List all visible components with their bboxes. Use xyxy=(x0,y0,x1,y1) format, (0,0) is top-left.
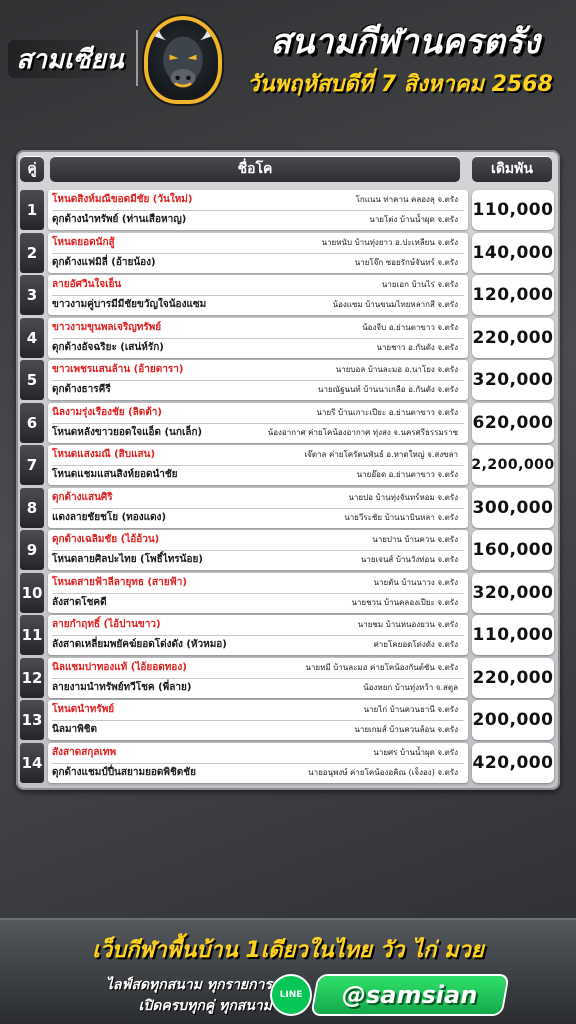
table-row xyxy=(20,318,556,358)
blue-corner-name: ลายงามนำทรัพย์ทวีโชค (พี่ลาย) xyxy=(52,681,192,693)
table-row xyxy=(20,190,556,230)
blue-corner-name: นิลมาพิชิต xyxy=(52,724,98,735)
match-number: 5 xyxy=(20,360,44,400)
red-corner-name: โหนดแสงมณี (สิบแสน) xyxy=(52,449,156,460)
match-number: 7 xyxy=(20,445,44,485)
table-row xyxy=(20,530,556,570)
table-row xyxy=(20,403,556,443)
match-number: 12 xyxy=(20,658,44,698)
live-text-2: เปิดครบทุกคู่ ทุกสนาม xyxy=(138,998,272,1014)
blue-corner-owner: นายเจนส์ บ้านวังท่อน จ.ตรัง xyxy=(360,555,458,564)
blue-corner-owner: ค่ายโคยอดโด่งดัง จ.ตรัง xyxy=(373,640,458,649)
bet-amount: 2,200,000 xyxy=(472,445,554,485)
red-corner-name: ดุกด้างแสนศิริ xyxy=(52,491,113,503)
match-pair xyxy=(48,190,468,230)
blue-corner-name: ดุกด้างแฟมิลี่ (อ้ายน้อง) xyxy=(52,256,156,268)
match-pair xyxy=(48,615,468,655)
match-pair xyxy=(48,743,468,783)
bet-amount: 160,000 xyxy=(472,530,554,570)
blue-corner-owner: นายชาว อ.กันตัง จ.ตรัง xyxy=(376,342,458,352)
column-header-name: ชื่อโค xyxy=(50,156,460,182)
event-date: วันพฤหัสบดีที่ 7 สิงหาคม 2568 xyxy=(247,72,553,97)
stadium-title: สนามกีฬานครตรัง xyxy=(270,22,540,62)
bull-logo-icon xyxy=(144,16,222,104)
red-corner-owner: นายรี บ้านเกาะเปียะ อ.ย่านตาขาว จ.ตรัง xyxy=(316,407,458,417)
blue-corner-owner: นายโจ๊ก ซอยรักษ์จันทร์ จ.ตรัง xyxy=(354,257,458,267)
match-number: 10 xyxy=(20,573,44,613)
blue-corner-name: ดุกด้างอัจฉริยะ (เสน่ห์รัก) xyxy=(52,341,164,353)
red-corner-owner: นายชม บ้านหนองยวน จ.ตรัง xyxy=(357,620,458,629)
header xyxy=(0,0,576,140)
red-corner-name: นิลแชมปาทองแท้ (ไอ้ยอดทอง) xyxy=(52,661,187,673)
match-number: 4 xyxy=(20,318,44,358)
line-id-button[interactable] xyxy=(313,976,508,1014)
red-corner-owner: นายบอล บ้านละมอ อ.นาโยง จ.ตรัง xyxy=(335,365,458,374)
blue-corner-name: โหนดหลังขาวยอดใจแอ็ด (นกเล็ก) xyxy=(52,426,203,438)
red-corner-name: สังสาดสกุลเทพ xyxy=(52,746,117,758)
blue-corner-name: โหนดลายศิลปะไทย (โพธิ์ไทรน้อย) xyxy=(52,554,203,565)
bet-amount: 120,000 xyxy=(472,275,554,315)
match-number: 13 xyxy=(20,700,44,740)
bet-amount: 320,000 xyxy=(472,360,554,400)
bet-amount: 110,000 xyxy=(472,615,554,655)
match-pair xyxy=(48,573,468,613)
table-row xyxy=(20,573,556,613)
blue-corner-owner: น้องหยก บ้านทุ่งหว้า จ.สตูล xyxy=(363,682,458,692)
bet-amount: 320,000 xyxy=(472,573,554,613)
match-pair xyxy=(48,318,468,358)
blue-corner-owner: นายอ๊อด อ.ย่านตาขาว จ.ตรัง xyxy=(356,470,458,479)
red-corner-owner: นายหนับ บ้านทุ่งยาว อ.ปะเหลียน จ.ตรัง xyxy=(321,237,458,247)
blue-corner-owner: น้องแซม บ้านขนมไทยหลากสี จ.ตรัง xyxy=(332,300,458,309)
bet-amount: 420,000 xyxy=(472,743,554,783)
red-corner-name: ลายอัศวินใจเย็น xyxy=(52,279,122,290)
bet-amount: 620,000 xyxy=(472,403,554,443)
table-row xyxy=(20,743,556,783)
red-corner-name: โหนดสายฟ้าลีลายุทธ (สายฟ้า) xyxy=(52,576,187,588)
footer xyxy=(0,918,576,1024)
match-pair xyxy=(48,658,468,698)
blue-corner-owner: นายอนุพงษ์ ค่ายโคน้องอคิณ (เจ็งอง) จ.ตรัง xyxy=(308,767,458,777)
blue-corner-name: ดุกด้างแชมป์ปื่นสยามยอดพิชิตชัย xyxy=(52,766,196,778)
red-corner-name: โหนดยอดนักสู้ xyxy=(52,236,115,248)
footer-tagline: เว็บกีฬาพื้นบ้าน 1เดียวในไทย วัว ไก่ มวย xyxy=(92,938,484,963)
blue-corner-owner: น้องอากาศ ค่ายโคน้องอากาศ ทุ่งสง จ.นครศรีธรรมราช xyxy=(267,427,458,437)
match-pair xyxy=(48,403,468,443)
blue-corner-name: ดุกด้างธารคีรี xyxy=(52,384,111,395)
live-text-1: ไลฟ์สดทุกสนาม ทุกรายการ xyxy=(105,977,272,993)
match-number: 1 xyxy=(20,190,44,230)
line-id-text: @samsian xyxy=(342,981,478,1009)
red-corner-owner: นายไก่ บ้านควนธานี จ.ตรัง xyxy=(363,705,458,714)
bet-amount: 220,000 xyxy=(472,318,554,358)
table-row xyxy=(20,275,556,315)
red-corner-name: นิลงามรุ่งเรืองชัย (ลิดต้า) xyxy=(52,406,162,418)
line-app-icon[interactable]: LINE xyxy=(272,976,310,1014)
match-pair xyxy=(48,530,468,570)
blue-corner-name: ดุกด้างนำทรัพย์ (ท่านเสือหาญ) xyxy=(52,214,187,225)
red-corner-owner: เจ๊ตาล ค่ายโครัตนพันธ์ อ.หาดใหญ่ จ.สงขลา xyxy=(304,450,458,459)
match-pair xyxy=(48,275,468,315)
table-row xyxy=(20,615,556,655)
table-row xyxy=(20,700,556,740)
red-corner-name: โหนดนำทรัพย์ xyxy=(52,704,115,715)
blue-corner-owner: นายเกมส์ บ้านควนล้อน จ.ตรัง xyxy=(354,725,458,734)
red-corner-name: ขาวเพชรแสนล้าน (อ้ายดารา) xyxy=(52,364,184,375)
table-row xyxy=(20,488,556,528)
blue-corner-name: ขาวงามคู่บารมีมีชัยขวัญใจน้องแซม xyxy=(52,299,207,310)
bet-amount: 110,000 xyxy=(472,190,554,230)
match-pair xyxy=(48,360,468,400)
match-number: 9 xyxy=(20,530,44,570)
brand-divider xyxy=(136,30,138,86)
match-number: 8 xyxy=(20,488,44,528)
match-number: 14 xyxy=(20,743,44,783)
match-pair xyxy=(48,233,468,273)
table-row xyxy=(20,445,556,485)
bet-amount: 220,000 xyxy=(472,658,554,698)
match-pair xyxy=(48,445,468,485)
table-row xyxy=(20,360,556,400)
red-corner-owner: น้องจีบ อ.ย่านตาขาว จ.ตรัง xyxy=(362,322,458,332)
blue-corner-name: ลังสาดเหลี่ยมพยัคฆ์ยอดโด่งดัง (หัวหมอ) xyxy=(52,639,227,650)
red-corner-name: ลายกำฤทธิ์ (ไอ้ปานขาว) xyxy=(52,619,161,630)
blue-corner-name: โหนดแชมแสนสิงห์ยอดนำชัย xyxy=(52,469,178,480)
red-corner-owner: นายเอก บ้านไร่ จ.ตรัง xyxy=(381,280,458,289)
blue-corner-owner: นายวีระชัย บ้านนาบินหลา จ.ตรัง xyxy=(344,512,458,522)
column-header-bet: เดิมพัน xyxy=(472,156,552,182)
blue-corner-name: ลังสาดโชคดี xyxy=(52,596,107,608)
brand-logo-text: สามเซียน xyxy=(8,40,132,78)
red-corner-owner: โกแนน ท่าคาน คลองลุ จ.ตรัง xyxy=(355,195,458,204)
match-number: 2 xyxy=(20,233,44,273)
red-corner-owner: นายตัน บ้านนาวง จ.ตรัง xyxy=(373,577,458,587)
blue-corner-name: แดงลายชัยชโย (ทองแดง) xyxy=(52,511,167,523)
red-corner-name: โหนดสิงห์มณีขอดมีชัย (วันใหม่) xyxy=(52,194,193,205)
bet-amount: 300,000 xyxy=(472,488,554,528)
blue-corner-owner: นายโต่ง บ้านน้ำผุด จ.ตรัง xyxy=(369,215,458,224)
match-number: 11 xyxy=(20,615,44,655)
bet-amount: 200,000 xyxy=(472,700,554,740)
table-row xyxy=(20,233,556,273)
match-number: 3 xyxy=(20,275,44,315)
blue-corner-owner: นายณัฐนนท์ บ้านนาเกลือ อ.กันตัง จ.ตรัง xyxy=(318,385,458,394)
blue-corner-owner: นายชวน บ้านคลองเปียะ จ.ตรัง xyxy=(351,597,458,607)
red-corner-owner: นายหมี บ้านละมอ ค่ายโคน้องกันต์ชัน จ.ตรัง xyxy=(305,662,458,672)
red-corner-name: ดุกด้างเฉลิมชัย (ไอ้อ้วน) xyxy=(52,534,160,545)
red-corner-owner: นายปาน บ้านควน จ.ตรัง xyxy=(372,535,458,544)
red-corner-owner: นายศร บ้านน้ำผุด จ.ตรัง xyxy=(373,747,458,757)
match-pair xyxy=(48,700,468,740)
match-number: 6 xyxy=(20,403,44,443)
table-row xyxy=(20,658,556,698)
match-pair xyxy=(48,488,468,528)
column-header-no: คู่ xyxy=(20,156,44,182)
red-corner-name: ขาวงามขุนพลเจริญทรัพย์ xyxy=(52,321,162,333)
bet-amount: 140,000 xyxy=(472,233,554,273)
match-table xyxy=(16,150,560,790)
red-corner-owner: นายปอ บ้านทุ่งจันทร์หอม จ.ตรัง xyxy=(348,492,458,502)
